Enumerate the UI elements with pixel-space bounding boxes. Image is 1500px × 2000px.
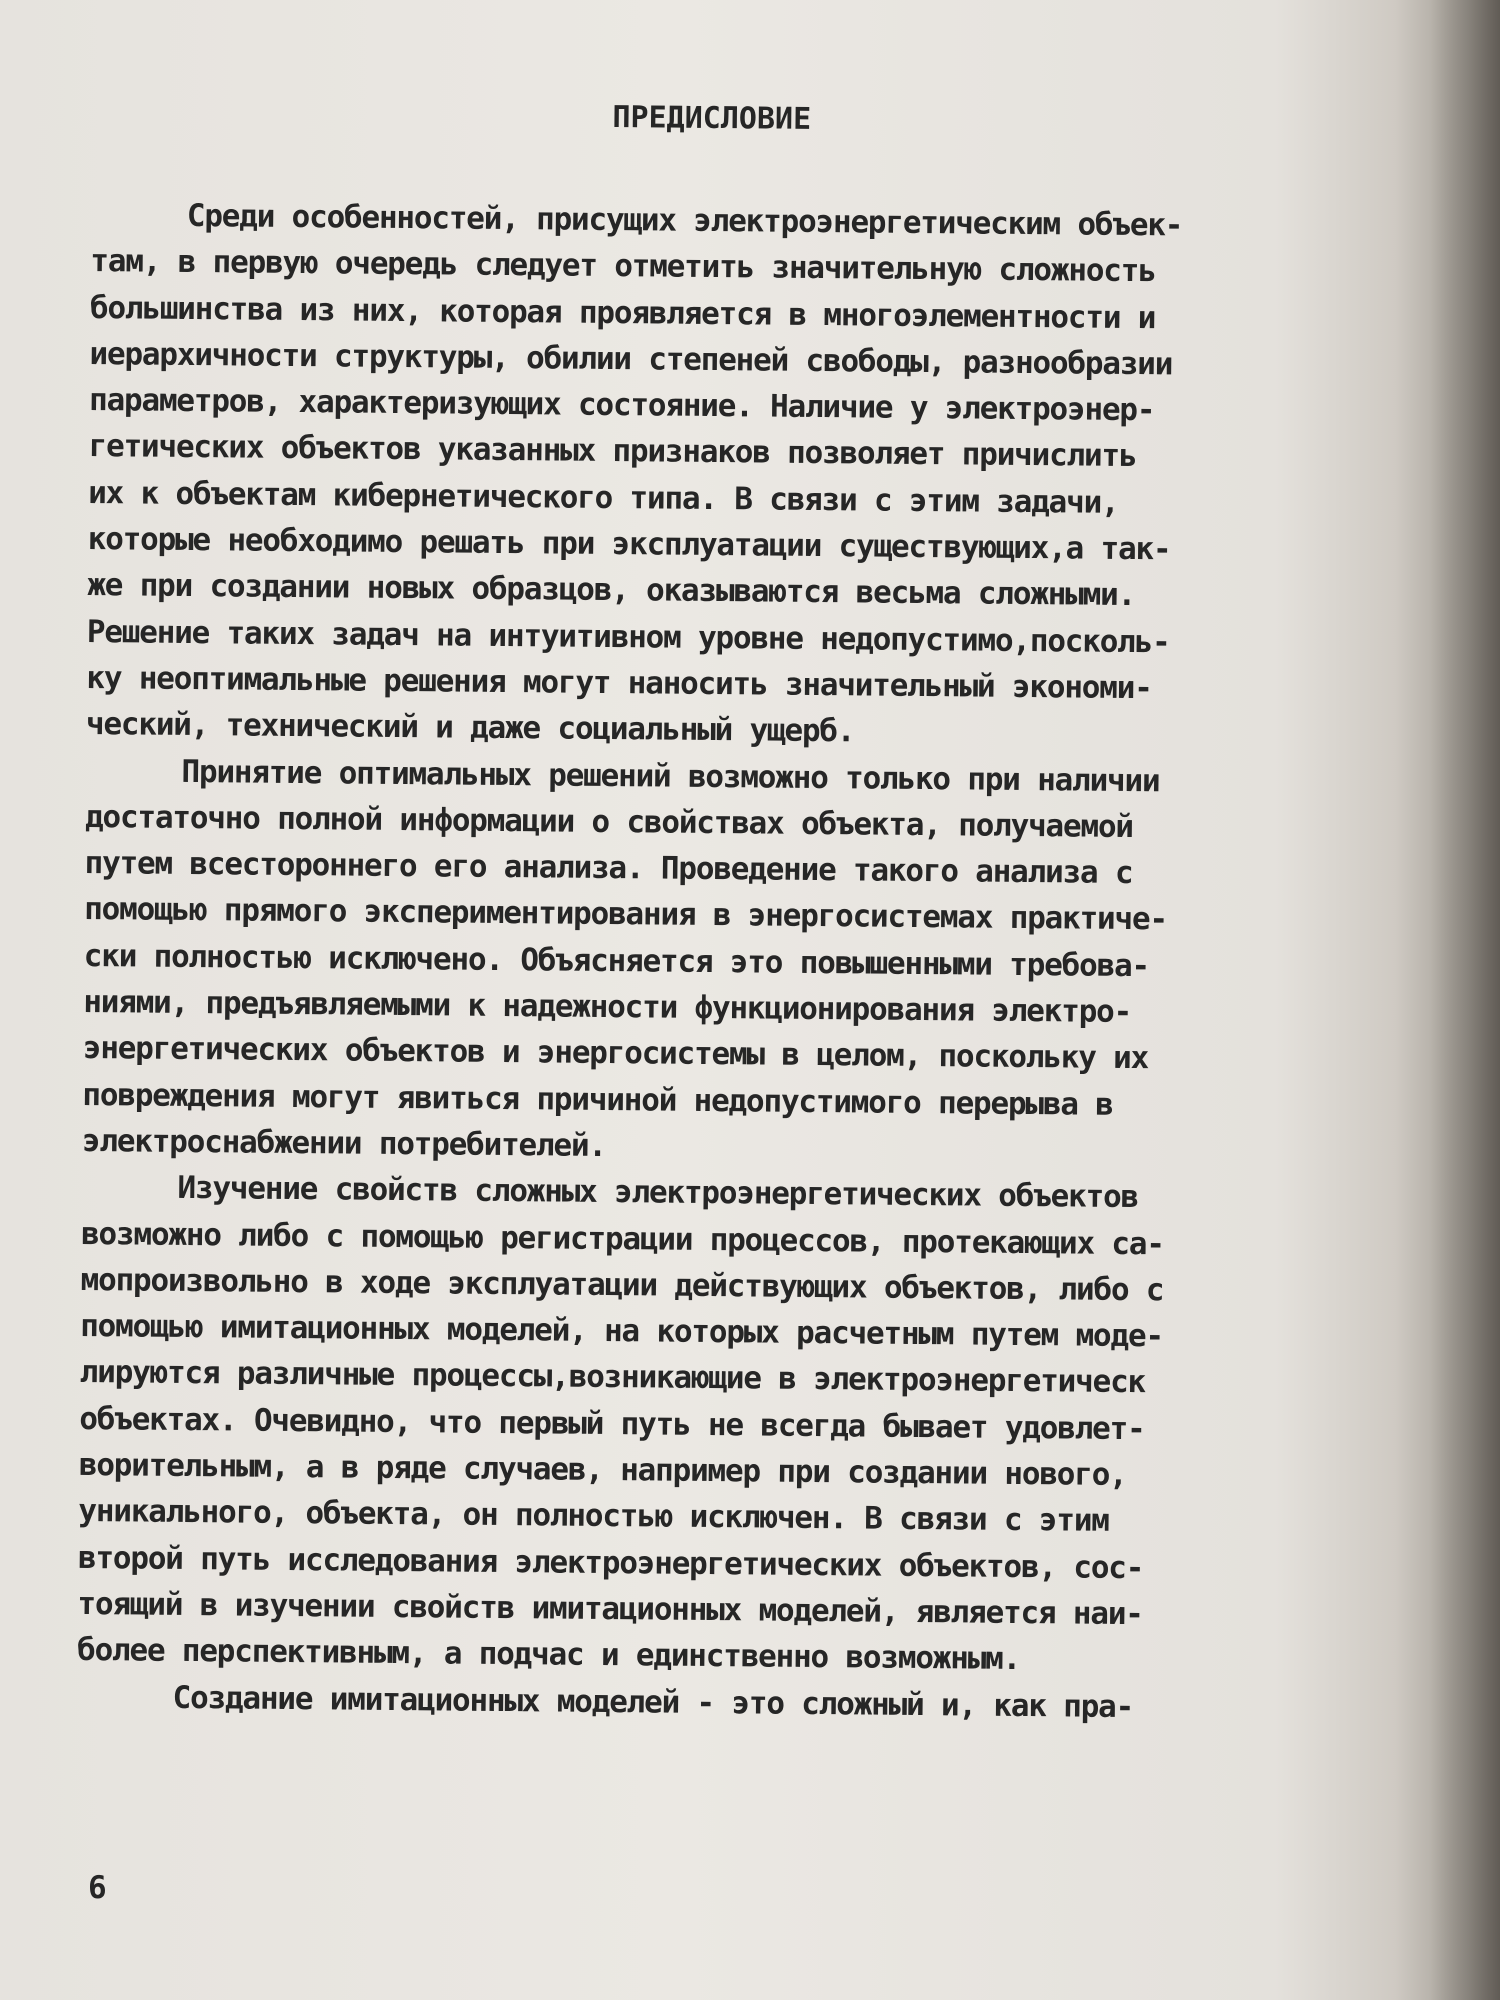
text-line: мопроизвольно в ходе эксплуатации действующих объектов, либо с [80,1261,1164,1309]
text-line: уникального, объекта, он полностью исключен. В связи с этим [78,1493,1109,1540]
text-line: лируются различные процессы,возникающие в электроэнергетическ [79,1354,1146,1401]
text-line: ворительным, а в ряде случаев, например при создании нового, [78,1446,1127,1494]
text-line: их к объектам кибернетического типа. В связи с этим задачи, [88,474,1119,521]
page-body-text [76,192,1371,1732]
text-line: объектах. Очевидно, что первый путь не всегда бывает удовлет- [79,1400,1145,1447]
text-line: там, в первую очередь следует отметить значительную сложность [90,243,1156,290]
text-line: гетических объектов указанных признаков позволяет причислить [88,428,1137,475]
text-line: иерархичности структуры, обилии степеней свободы, разнообразии [89,335,1173,383]
text-line: Создание имитационных моделей - это сложный и, как пра- [172,1679,1134,1725]
text-line: Решение таких задач на интуитивном уровне недопустимо,посколь- [86,613,1170,661]
text-line: электроснабжении потребителей. [81,1122,607,1164]
text-line: ниями, предъявляемыми к надежности функционирования электро- [83,984,1132,1031]
text-line: которые необходимо решать при эксплуатации существующих,а так- [87,521,1171,568]
text-line: возможно либо с помощью регистрации процессов, протекающих са- [80,1215,1164,1262]
text-line: достаточно полной информации о свойствах объекта, получаемой [84,798,1134,845]
text-line: путем всестороннего его анализа. Проведение такого анализа с [84,845,1133,892]
text-line: помощью прямого экспериментирования в энергосистемах практиче- [84,891,1168,938]
text-line: ческий, технический и даже социальный ущерб. [85,706,855,750]
text-line: Изучение свойств сложных электроэнергетических объектов [177,1170,1139,1216]
text-line: повреждения могут явиться причиной недопустимого перерыва в [82,1076,1113,1123]
book-page [76,95,1372,1732]
text-line: более перспективным, а подчас и единственно возможным. [76,1632,1021,1678]
text-line: энергетических объектов и энергосистемы в целом, поскольку их [82,1030,1149,1077]
text-line: помощью имитационных моделей, на которых расчетным путем моде- [80,1308,1164,1355]
text-line: Среди особенностей, присущих электроэнергетическим объек- [186,197,1183,244]
page-heading: ПРЕДИСЛОВИЕ [612,99,812,137]
text-line: параметров, характеризующих состояние. Наличие у электроэнер- [88,382,1155,429]
text-line: ку неоптимальные решения могут наносить значительный экономи- [86,659,1152,707]
text-line: Принятие оптимальных решений возможно только при наличии [181,753,1160,799]
text-line: второй путь исследования электроэнергетических объектов, сос- [77,1539,1144,1586]
text-line: тоящий в изучении свойств имитационных моделей, является наи- [77,1585,1143,1633]
text-line: большинства из них, которая проявляется в многоэлементности и [89,289,1156,336]
page-number: 6 [88,1870,107,1906]
text-line: же при создании новых образцов, оказываются весьма сложными. [87,567,1136,614]
book-spine-shadow [1430,0,1500,2000]
text-line: ски полностью исключено. Объясняется это повышенными требова- [83,937,1150,984]
